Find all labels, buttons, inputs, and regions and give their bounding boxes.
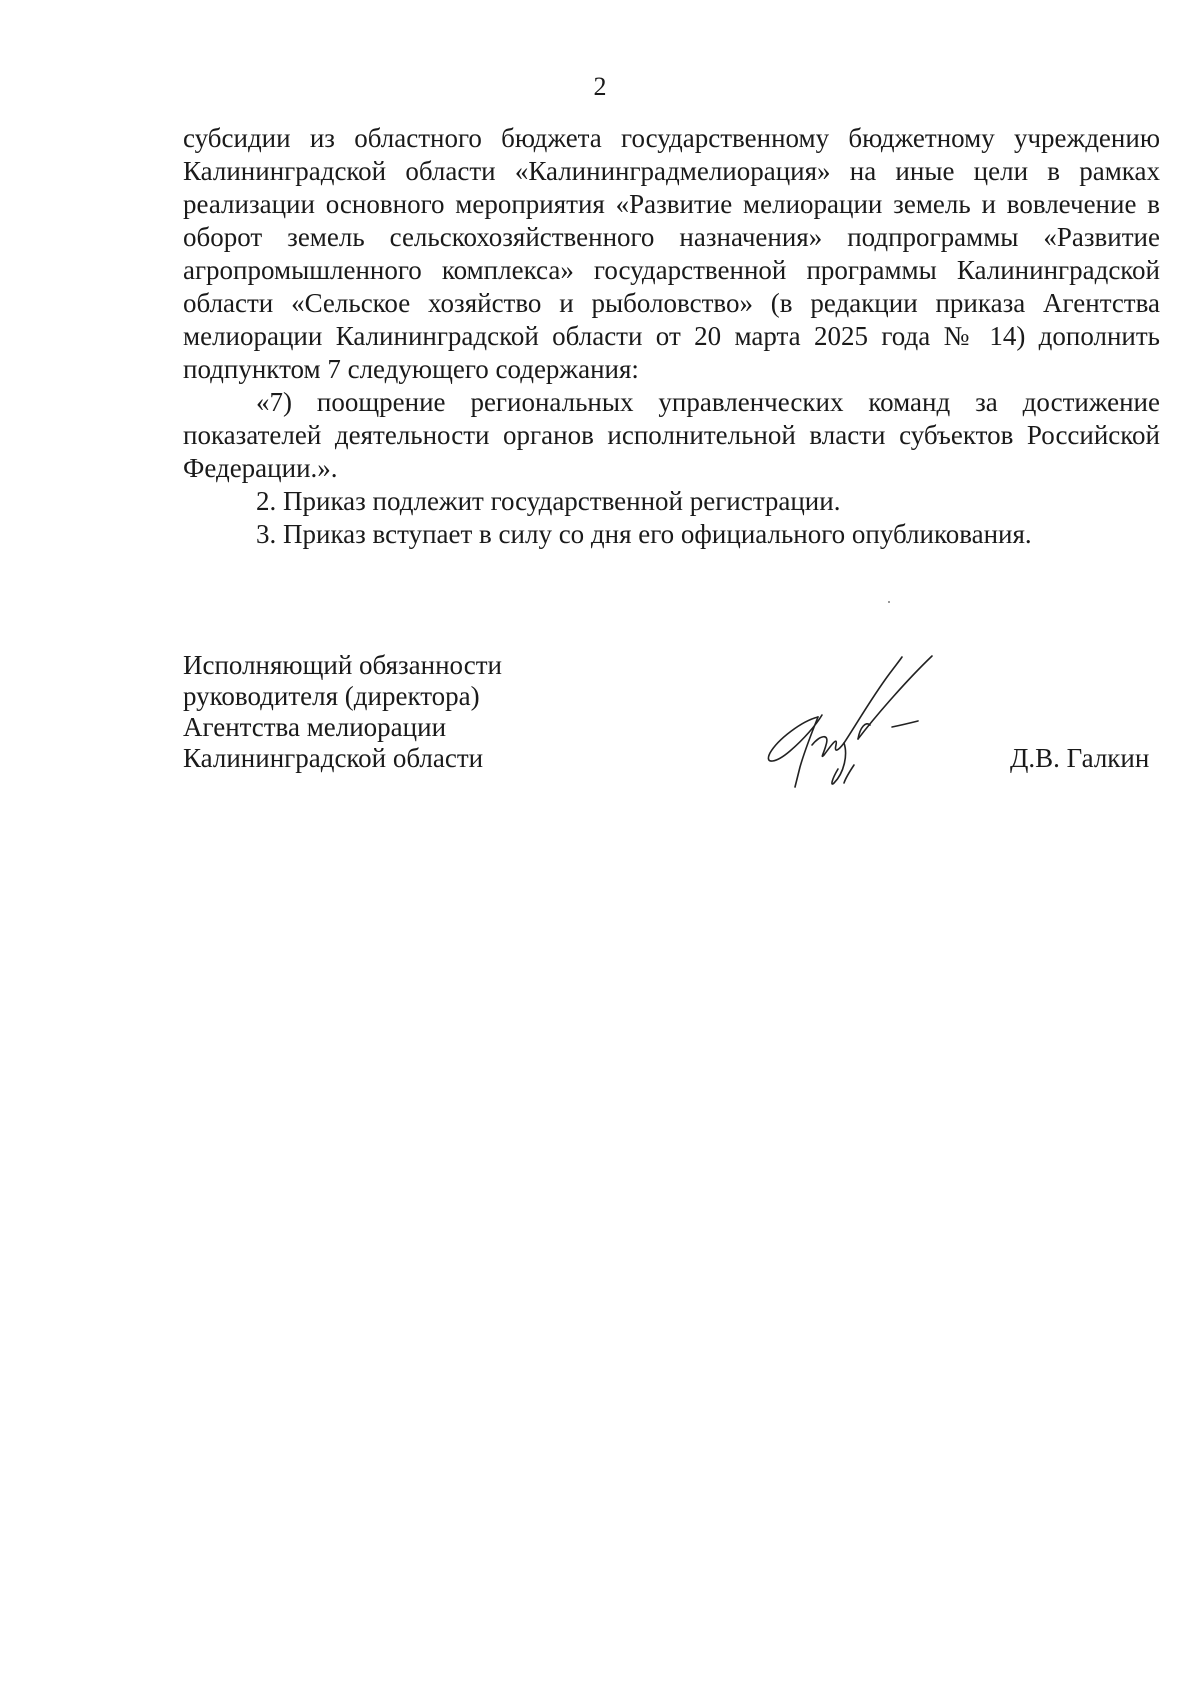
signer-position-line: Исполняющий обязанности [183, 650, 502, 680]
signer-position-line: Агентства мелиорации [183, 712, 447, 742]
paragraph-subpoint-7: «7) поощрение региональных управленческих команд за достижение показателей деятельности органов исполнительной власти субъектов Российской Федерации.». [183, 387, 1160, 483]
signer-position-line: руководителя (директора) [183, 681, 480, 711]
signer-name: Д.В. Галкин [1010, 743, 1150, 773]
signer-position-line: Калининградской области [183, 743, 484, 773]
paragraph-item-2: 2. Приказ подлежит государственной регистрации. [256, 486, 841, 516]
page-number: 2 [593, 72, 607, 101]
handwritten-signature-icon [760, 655, 955, 790]
signer-position [183, 650, 502, 774]
scan-speck [888, 601, 890, 603]
paragraph-continuation: субсидии из областного бюджета государственному бюджетному учреждению Калининградской области «Калининградмелиорация» на иные цели в рамках реализации основного мероприятия «Развитие мелиорации земель и вовлечение в оборот земель сельскохозяйственного назначения» подпрограммы «Развитие агропромышленного комплекса» государственной программы Калининградской области «Сельское хозяйство и рыболовство» (в редакции приказа Агентства мелиорации Калининградской области от 20 марта 2025 года № 14) дополнить подпунктом 7 следующего содержания: [183, 123, 1160, 384]
document-body [183, 122, 1160, 551]
paragraph-item-3: 3. Приказ вступает в силу со дня его официального опубликования. [256, 519, 1032, 549]
